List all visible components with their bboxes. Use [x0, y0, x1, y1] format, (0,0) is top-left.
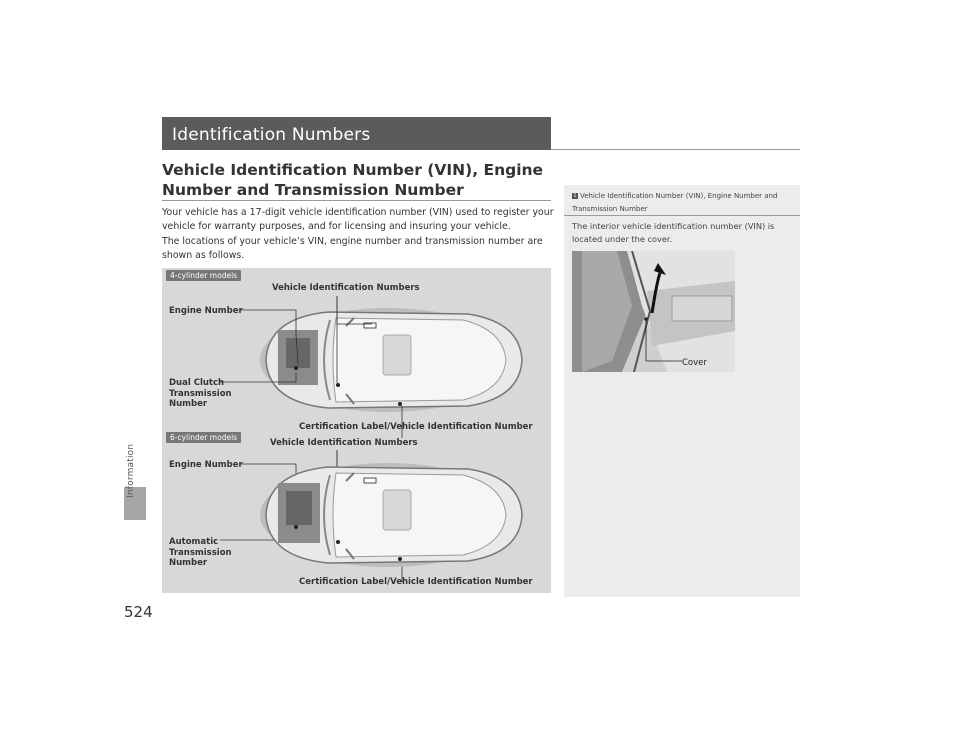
sidebar-note-heading-text: Vehicle Identification Number (VIN), Engine Number and Transmission Number — [572, 192, 778, 213]
vin-label-4cyl: Vehicle Identification Numbers — [272, 283, 420, 293]
chapter-title-bar — [162, 117, 551, 150]
body-paragraph-1: Your vehicle has a 17-digit vehicle identification number (VIN) used to register your vehicle for warranty purposes, and for licensing and insuring your vehicle. — [162, 207, 554, 233]
cover-photo — [572, 251, 735, 372]
body-paragraph-2: The locations of your vehicle’s VIN, engine number and transmission number are shown as follows. — [162, 235, 543, 261]
body-text — [162, 206, 554, 263]
side-tab-label: Information — [126, 443, 136, 498]
transmission-number-label-4cyl: Dual Clutch Transmission Number — [169, 378, 232, 409]
cert-label-6cyl: Certification Label/Vehicle Identification Number — [299, 577, 533, 587]
model-badge-4cyl: 4-cylinder models — [166, 270, 241, 281]
cert-label-4cyl: Certification Label/Vehicle Identification Number — [299, 422, 533, 432]
sidebar-note-heading — [572, 190, 796, 216]
car-top-view-6cyl — [258, 455, 528, 575]
cover-label: Cover — [682, 358, 707, 368]
section-heading: Vehicle Identification Number (VIN), Engine Number and Transmission Number — [162, 161, 544, 199]
section-rule — [162, 200, 551, 201]
sidebar-note-panel — [564, 185, 800, 597]
engine-number-label-6cyl: Engine Number — [169, 460, 243, 470]
model-badge-6cyl: 6-cylinder models — [166, 432, 241, 443]
engine-number-label-4cyl: Engine Number — [169, 306, 243, 316]
chapter-title: Identification Numbers — [172, 125, 371, 145]
transmission-number-label-6cyl: Automatic Transmission Number — [169, 537, 232, 568]
page-number: 524 — [124, 603, 153, 621]
sidebar-note-text: The interior vehicle identification number (VIN) is located under the cover. — [572, 221, 775, 244]
vin-label-6cyl: Vehicle Identification Numbers — [270, 438, 418, 448]
title-rule — [551, 149, 800, 150]
note-marker: 1 — [573, 193, 577, 199]
sidebar-note-rule — [564, 215, 800, 216]
